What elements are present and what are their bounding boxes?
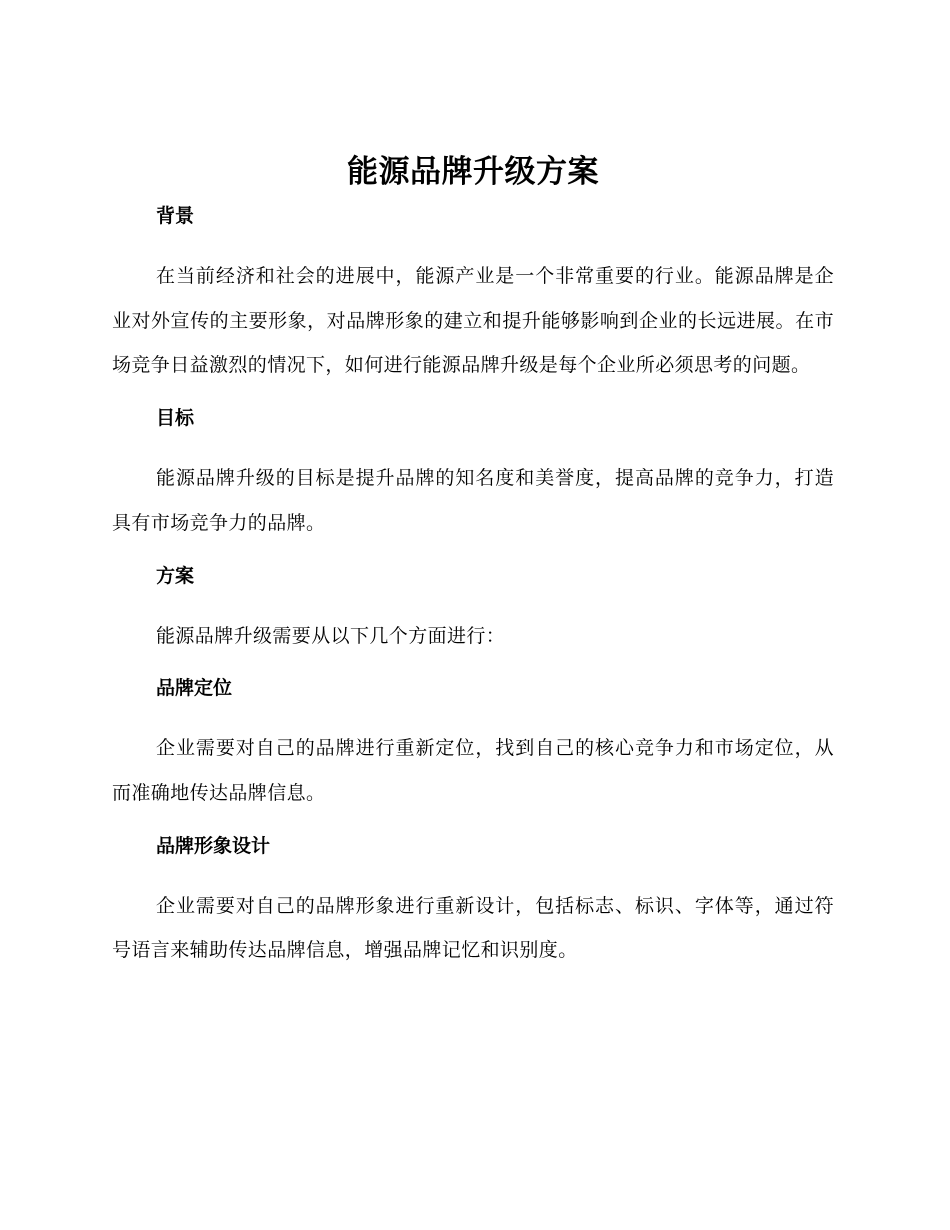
- section-heading: 目标: [156, 407, 195, 430]
- section-paragraph: 企业需要对自己的品牌形象进行重新设计，包括标志、标识、字体等，通过符号语言来辅助传达品牌信息，增强品牌记忆和识别度。: [112, 894, 834, 962]
- section-heading: 品牌形象设计: [156, 834, 271, 857]
- section-brand-positioning: [112, 672, 834, 815]
- section-paragraph: 在当前经济和社会的进展中，能源产业是一个非常重要的行业。能源品牌是企业对外宣传的主要形象，对品牌形象的建立和提升能够影响到企业的长远进展。在市场竞争日益激烈的情况下，如何进行能源品牌升级是每个企业所必须思考的问题。: [112, 265, 834, 377]
- section-heading: 方案: [156, 564, 195, 587]
- section-plan: [112, 560, 834, 659]
- section-heading: 品牌定位: [156, 677, 233, 700]
- section-background: [112, 200, 834, 388]
- section-goal: [112, 402, 834, 545]
- document-page: [112, 148, 834, 987]
- section-paragraph: 企业需要对自己的品牌进行重新定位，找到自己的核心竞争力和市场定位，从而准确地传达品牌信息。: [112, 737, 834, 804]
- section-paragraph: 能源品牌升级需要从以下几个方面进行：: [156, 624, 506, 647]
- section-brand-image-design: [112, 830, 834, 973]
- section-paragraph: 能源品牌升级的目标是提升品牌的知名度和美誉度，提高品牌的竞争力，打造具有市场竞争力的品牌。: [112, 467, 834, 534]
- section-heading: 背景: [156, 205, 195, 227]
- document-title: 能源品牌升级方案: [347, 154, 599, 190]
